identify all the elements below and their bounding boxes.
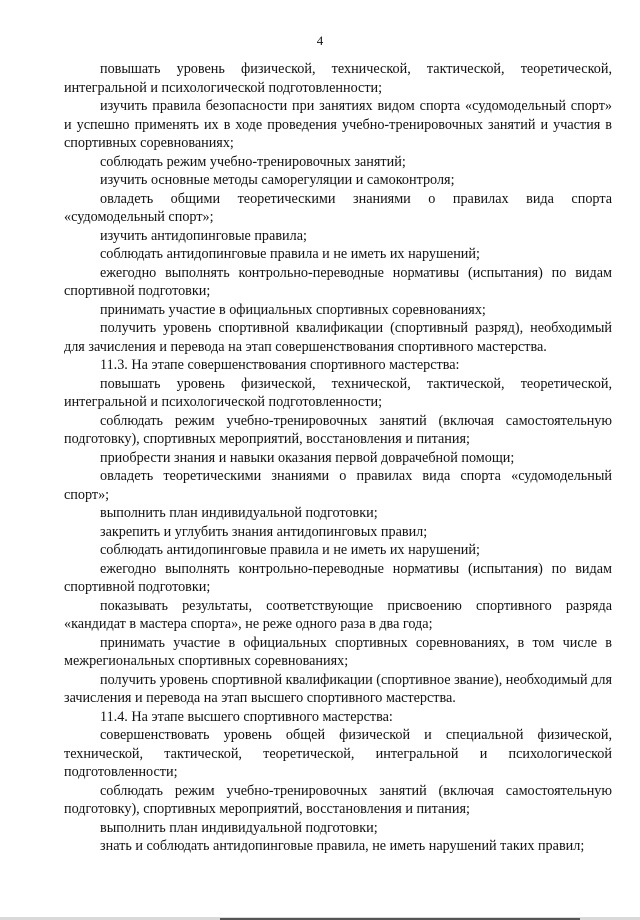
section-heading-11-3: 11.3. На этапе совершенствования спортивного мастерства: xyxy=(100,357,460,373)
paragraph: приобрести знания и навыки оказания первой доврачебной помощи; xyxy=(100,449,515,466)
paragraph: выполнить план индивидуальной подготовки; xyxy=(100,505,378,521)
paragraph: соблюдать режим учебно-тренировочных занятий (включая самостоятельную подготовку), спортивных мероприятий, восстановления и питания; xyxy=(64,782,612,817)
paragraph: повышать уровень физической, технической, тактической, теоретической, интегральной и психологической подготовленности; xyxy=(64,61,612,96)
paragraph: овладеть теоретическими знаниями о правилах вида спорта «судомодельный спорт»; xyxy=(64,468,612,503)
paragraph: знать и соблюдать антидопинговые правила, не иметь нарушений таких правил; xyxy=(100,838,585,854)
paragraph: принимать участие в официальных спортивных соревнованиях; xyxy=(100,301,486,318)
paragraph: овладеть общими теоретическими знаниями о правилах вида спорта «судомодельный спорт»; xyxy=(64,190,612,225)
paragraph: изучить правила безопасности при занятиях видом спорта «судомодельный спорт» и успешно применять их в ходе проведения учебно-тренировочных занятий и участия в спортивных соревнованиях; xyxy=(64,98,612,151)
paragraph: показывать результаты, соответствующие присвоению спортивного разряда «кандидат в мастера спорта», не реже одного раза в два года; xyxy=(64,597,612,632)
paragraph: получить уровень спортивной квалификации (спортивное звание), необходимый для зачисления и перевода на этап высшего спортивного мастерства. xyxy=(64,671,612,706)
paragraph: изучить антидопинговые правила; xyxy=(100,227,307,244)
paragraph: выполнить план индивидуальной подготовки; xyxy=(100,819,378,836)
paragraph: соблюдать режим учебно-тренировочных занятий (включая самостоятельную подготовку), спортивных мероприятий, восстановления и питания; xyxy=(64,412,612,447)
paragraph: закрепить и углубить знания антидопинговых правил; xyxy=(100,523,428,540)
document-body xyxy=(64,60,612,856)
paragraph: совершенствовать уровень общей физической и специальной физической, технической, тактической, теоретической, интегральной и психологической подготовленности; xyxy=(64,727,612,780)
paragraph: изучить основные методы саморегуляции и самоконтроля; xyxy=(100,172,455,188)
paragraph: повышать уровень физической, технической, тактической, теоретической, интегральной и психологической подготовленности; xyxy=(64,375,612,410)
paragraph: ежегодно выполнять контрольно-переводные нормативы (испытания) по видам спортивной подготовки; xyxy=(64,560,612,595)
paragraph: ежегодно выполнять контрольно-переводные нормативы (испытания) по видам спортивной подготовки; xyxy=(64,264,612,299)
paragraph: соблюдать антидопинговые правила и не иметь их нарушений; xyxy=(100,246,480,262)
paragraph: принимать участие в официальных спортивных соревнованиях, в том числе в межрегиональных спортивных соревнованиях; xyxy=(64,634,612,669)
paragraph: соблюдать режим учебно-тренировочных занятий; xyxy=(100,153,406,170)
paragraph: получить уровень спортивной квалификации (спортивный разряд), необходимый для зачисления и перевода на этап совершенствования спортивного мастерства. xyxy=(64,320,612,355)
paragraph: соблюдать антидопинговые правила и не иметь их нарушений; xyxy=(100,542,480,558)
page-number: 4 xyxy=(316,33,324,48)
section-heading-11-4: 11.4. На этапе высшего спортивного мастерства: xyxy=(100,708,393,725)
